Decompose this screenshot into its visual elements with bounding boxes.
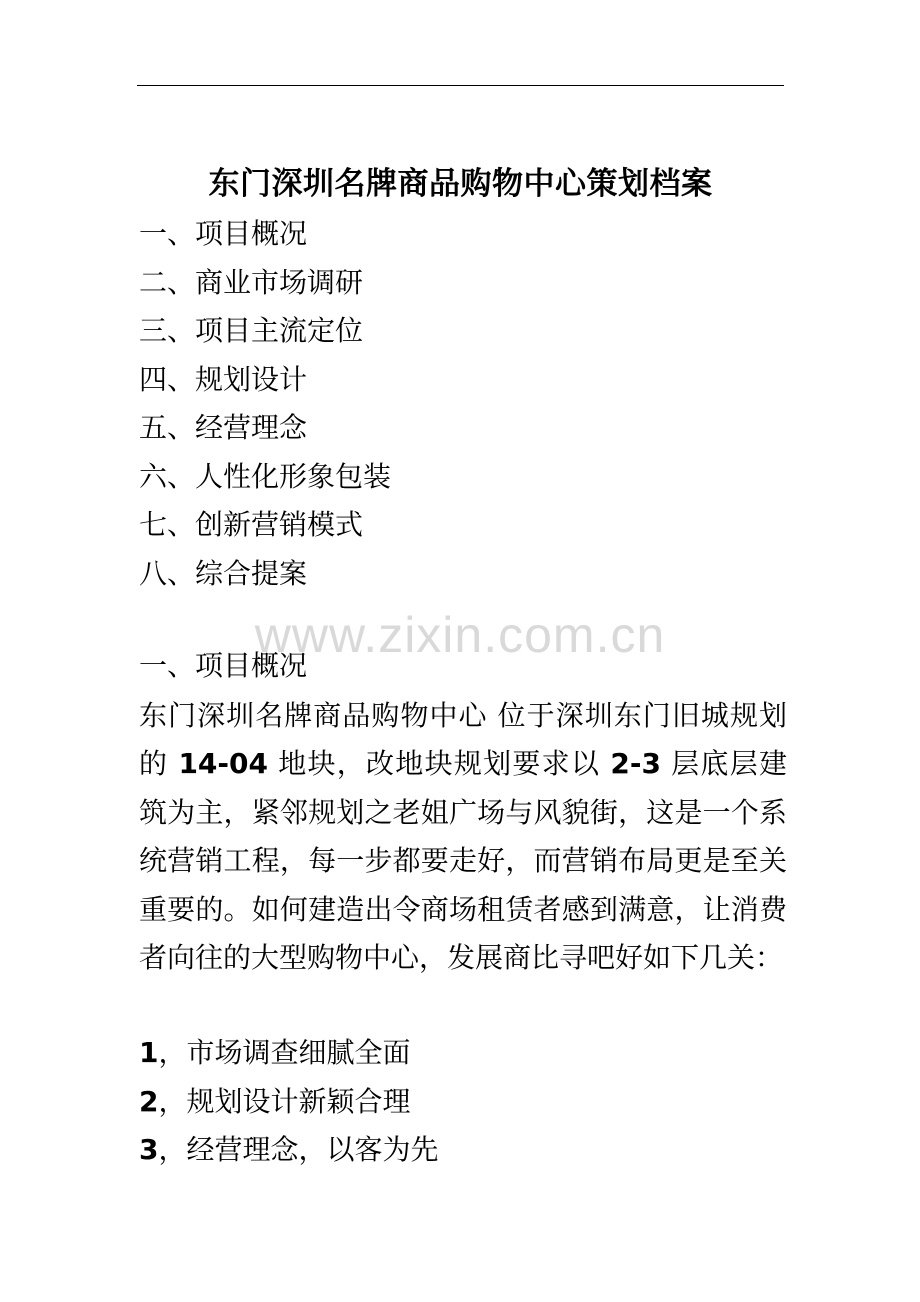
toc-item: 四、规划设计 [139,362,308,396]
list-text: ，规划设计新颖合理 [158,1084,411,1118]
list-text: ，市场调查细腻全面 [158,1036,411,1069]
list-number: 3 [139,1133,159,1166]
watermark: www.zixin.com.cn [254,607,666,663]
toc-item: 五、经营理念 [139,411,308,444]
list-text: ，经营理念，以客为先 [158,1133,439,1166]
table-of-contents [139,210,391,598]
lot-number: 14-04 [178,747,269,781]
paragraph-text: 层底层建筑为主，紧邻规划之老姐广场与风貌街，这是一个系统营销工程，每一步都要走好，而营销布局更是至关重要的。如何建造出令商场租赁者感到满意，让消费者向往的大型购物中心，发展商比寻吧好如下几关： [139,747,787,975]
toc-item: 一、项目概况 [139,217,308,250]
numbered-list [139,1029,439,1175]
paragraph-text: 东门深圳名牌商品购物中心 位于深圳东门旧城规划的 [139,699,787,781]
toc-item: 八、综合提案 [139,556,308,590]
list-number: 1 [139,1036,159,1069]
floor-range: 2-3 [610,747,661,781]
section-heading: 一、项目概况 [139,649,308,682]
list-item [139,1078,439,1127]
paragraph-text: 地块，改地块规划要求以 [268,747,611,781]
document-title: 东门深圳名牌商品购物中心策划档案 [208,166,713,202]
toc-item: 六、人性化形象包装 [139,459,392,493]
list-item [139,1029,439,1078]
list-item [139,1126,439,1175]
toc-item: 七、创新营销模式 [139,508,364,541]
toc-item: 三、项目主流定位 [139,314,364,347]
body-paragraph [139,692,787,982]
header-rule [137,85,784,86]
toc-item: 二、商业市场调研 [139,265,364,299]
list-number: 2 [139,1084,159,1118]
